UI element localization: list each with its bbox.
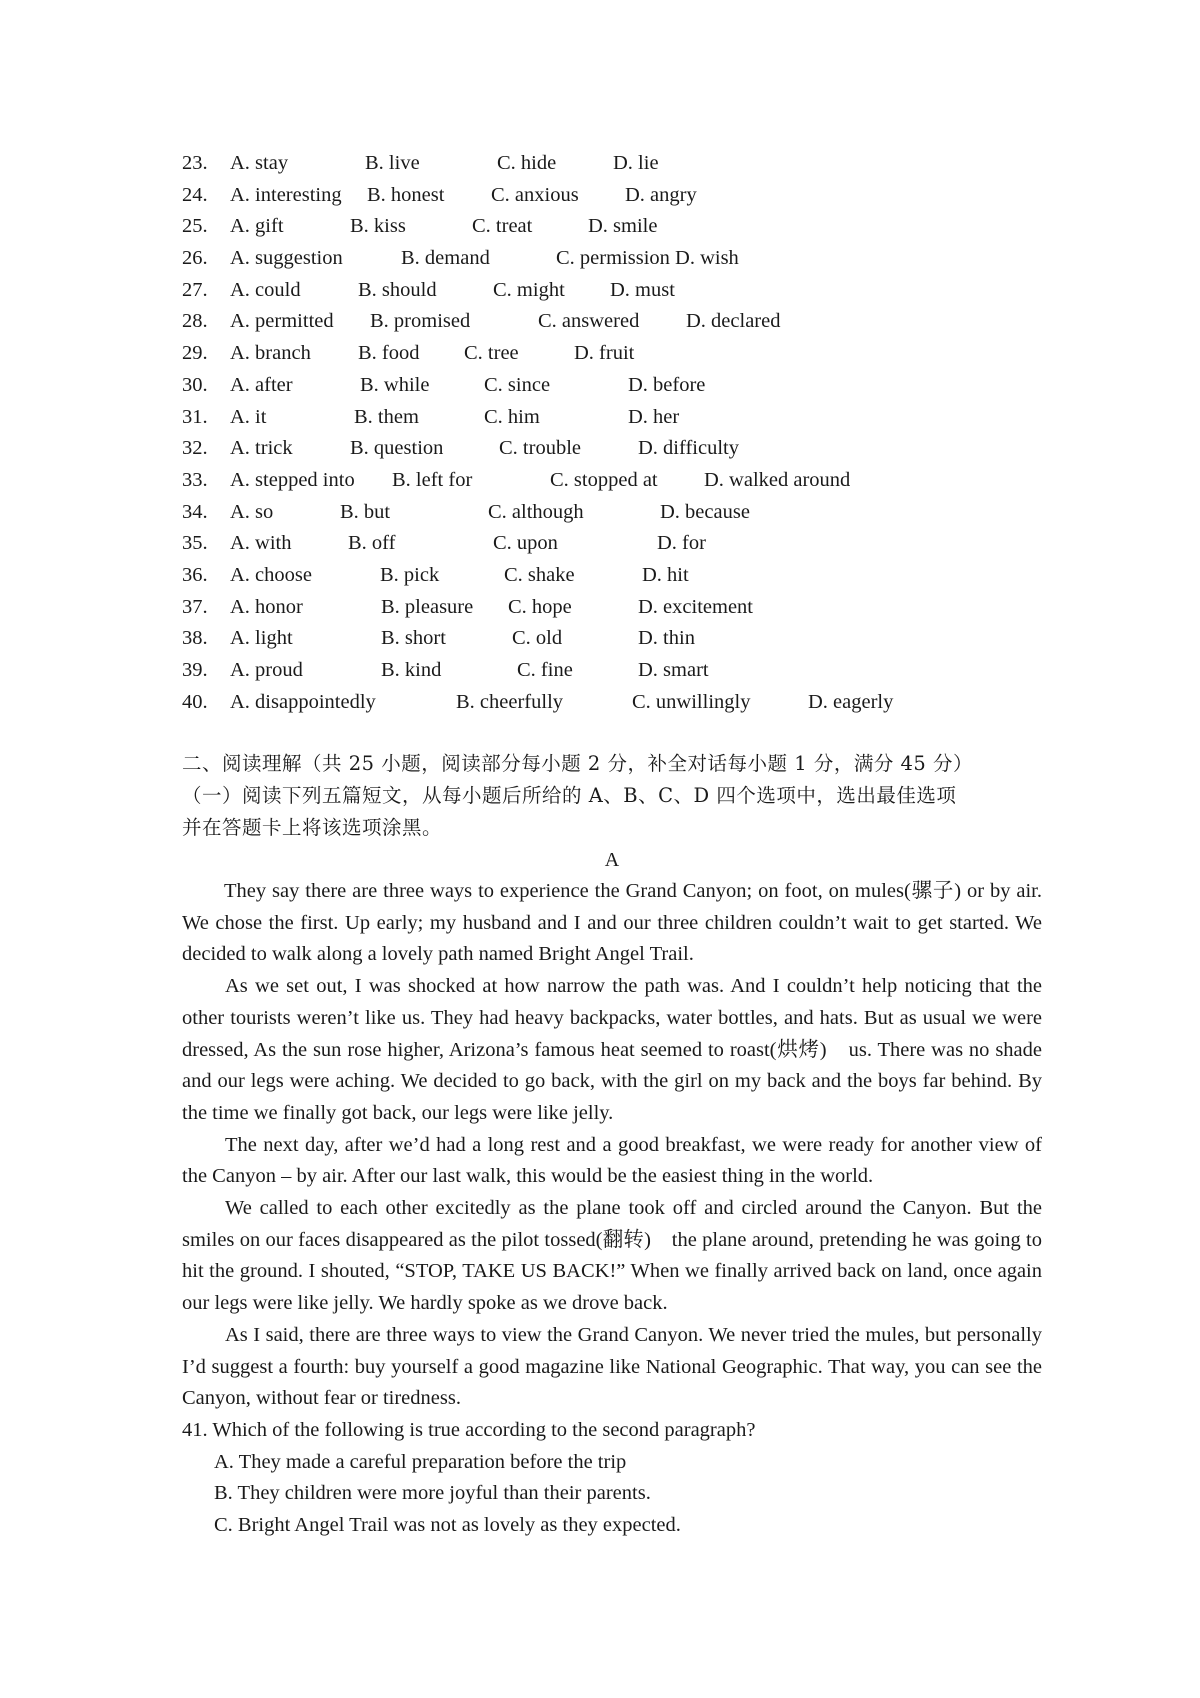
option-c: C. upon [493, 532, 558, 555]
question-row-30 [182, 370, 1082, 402]
question-number: 31. [182, 405, 208, 428]
option-d: D. difficulty [638, 437, 739, 460]
question-number: 35. [182, 532, 208, 555]
option-d: D. angry [625, 183, 697, 206]
option-a: A. light [230, 627, 293, 650]
question-number: 38. [182, 627, 208, 650]
option-a: A. could [230, 278, 301, 301]
question-row-38 [182, 623, 1082, 655]
option-c: C. fine [517, 659, 573, 681]
passage-paragraph-3: The next day, after we’d had a long rest and a good breakfast, we were ready for another view of the Canyon – by air. After our last walk, this would be the easiest thing in the world. [182, 1133, 1042, 1188]
question-number: 24. [182, 183, 208, 206]
question-row-37 [182, 592, 1082, 624]
option-c: C. might [493, 278, 565, 301]
option-d: D. before [628, 373, 706, 396]
option-a: A. it [230, 405, 267, 428]
question-row-34 [182, 497, 1082, 529]
question-row-27 [182, 275, 1082, 307]
answer-option-b: B. They children were more joyful than their parents. [214, 1482, 651, 1505]
option-a: A. interesting [230, 183, 342, 206]
option-d: D. walked around [704, 468, 851, 491]
option-d: D. excitement [638, 595, 753, 618]
question-number: 34. [182, 500, 208, 523]
option-b: B. should [358, 278, 437, 301]
question-row-31 [182, 402, 1082, 434]
option-a: A. after [230, 373, 293, 396]
section-instruction-line-2: 并在答题卡上将该选项涂黑。 [182, 816, 443, 839]
option-a: A. branch [230, 342, 311, 365]
option-a: A. gift [230, 215, 284, 238]
question-41: 41. Which of the following is true according to the second paragraph? [182, 1418, 756, 1441]
option-c: C. answered [538, 310, 640, 333]
option-b: B. promised [370, 310, 471, 333]
answer-option-a: A. They made a careful preparation before the trip [214, 1450, 627, 1473]
option-b: B. food [358, 342, 420, 365]
option-c: C. unwillingly [632, 690, 751, 713]
question-number: 40. [182, 690, 208, 713]
option-c: C. old [512, 627, 563, 650]
question-row-24 [182, 180, 1082, 212]
question-number: 23. [182, 152, 208, 174]
option-a: A. stay [230, 152, 289, 174]
option-d: D. smile [588, 215, 658, 238]
option-d: D. must [610, 278, 675, 301]
option-b: B. left for [392, 468, 473, 491]
question-number: 33. [182, 468, 208, 491]
option-d: D. because [660, 500, 750, 523]
option-b: B. cheerfully [456, 690, 564, 713]
option-d: D. thin [638, 627, 695, 650]
question-row-29 [182, 338, 1082, 370]
option-a: A. stepped into [230, 468, 355, 491]
passage-letter: A [604, 849, 620, 871]
option-d: D. lie [613, 152, 659, 174]
option-d: D. declared [686, 310, 781, 333]
option-b: B. question [350, 437, 444, 460]
section-instruction-line-1: （一）阅读下列五篇短文，从每小题后所给的 A、B、C、D 四个选项中，选出最佳选项 [182, 784, 957, 807]
option-a: A. suggestion [230, 247, 343, 270]
option-b: B. off [348, 532, 396, 555]
passage-paragraph-4: We called to each other excitedly as the plane took off and circled around the Canyon. But the smiles on our faces disappeared as the pilot tossed(翻转) the plane around, pretending he was going to hit the ground. I shouted, “STOP, TAKE US BACK!” When we finally arrived back on land, once again our legs were like jelly. We hardly spoke as we drove back. [182, 1197, 1042, 1315]
option-c: C. treat [472, 215, 533, 238]
question-number: 25. [182, 215, 208, 238]
option-b: B. demand [401, 247, 490, 270]
option-c: C. trouble [499, 437, 581, 460]
question-number: 29. [182, 342, 208, 365]
option-c: C. hide [497, 152, 557, 174]
passage-paragraph-1: They say there are three ways to experience the Grand Canyon; on foot, on mules(骡子) or by air. We chose the first. Up early; my husband and I and our three children couldn’t wait to get started. We decided to walk along a lovely path named Bright Angel Trail. [182, 880, 1042, 966]
option-b: B. honest [367, 183, 445, 206]
question-row-25 [182, 211, 1082, 243]
answer-option-c: C. Bright Angel Trail was not as lovely as they expected. [214, 1514, 681, 1537]
option-b: B. while [360, 373, 430, 396]
question-row-28 [182, 306, 1082, 338]
option-d: D. for [657, 532, 706, 555]
option-d: D. smart [638, 659, 709, 681]
option-d: D. hit [642, 563, 689, 586]
option-c: C. although [488, 500, 584, 523]
option-b: B. pleasure [381, 595, 474, 618]
reading-section [182, 748, 1042, 1542]
passage-paragraph-5: As I said, there are three ways to view the Grand Canyon. We never tried the mules, but personally I’d suggest a fourth: buy yourself a good magazine like National Geographic. That way, you can see the Canyon, without fear or tiredness. [182, 1323, 1042, 1410]
question-number: 30. [182, 373, 208, 396]
option-d: D. her [628, 405, 680, 428]
question-number: 28. [182, 310, 208, 333]
option-d: D. fruit [574, 342, 635, 365]
question-row-39 [182, 655, 1082, 687]
option-a: A. disappointedly [230, 690, 376, 713]
question-number: 37. [182, 595, 208, 618]
option-b: B. but [340, 500, 391, 523]
question-number: 39. [182, 659, 208, 681]
option-a: A. with [230, 532, 292, 555]
option-c: C. stopped at [550, 468, 658, 491]
option-c: C. tree [464, 342, 519, 365]
option-b: B. short [381, 627, 446, 650]
question-row-33 [182, 465, 1082, 497]
question-row-36 [182, 560, 1082, 592]
question-number: 36. [182, 563, 208, 586]
option-a: A. choose [230, 563, 312, 586]
option-c: C. permission D. wish [556, 247, 739, 270]
passage-paragraph-2: As we set out, I was shocked at how narrow the path was. And I couldn’t help noticing that the other tourists weren’t like us. They had heavy backpacks, water bottles, and hats. But as usual we were dressed, As the sun rose higher, Arizona’s famous heat seemed to roast(烘烤) us. There was no shade and our legs were aching. We decided to go back, with the girl on my back and the boys far behind. By the time we finally got back, our legs were like jelly. [182, 975, 1042, 1124]
cloze-options-list [182, 148, 1082, 718]
question-number: 27. [182, 278, 208, 301]
section-heading: 二、阅读理解（共 25 小题，阅读部分每小题 2 分，补全对话每小题 1 分，满分 45 分） [182, 752, 974, 775]
question-row-40 [182, 687, 1082, 719]
option-c: C. shake [504, 563, 575, 586]
question-row-35 [182, 528, 1082, 560]
question-row-26 [182, 243, 1082, 275]
option-b: B. kiss [350, 215, 406, 238]
question-row-32 [182, 433, 1082, 465]
option-b: B. kind [381, 659, 442, 681]
option-a: A. permitted [230, 310, 334, 333]
option-a: A. honor [230, 595, 303, 618]
question-row-23 [182, 148, 1082, 180]
option-c: C. since [484, 373, 551, 396]
option-c: C. hope [508, 595, 572, 618]
option-a: A. proud [230, 659, 303, 681]
option-b: B. pick [380, 563, 440, 586]
option-b: B. them [354, 405, 419, 428]
question-number: 32. [182, 437, 208, 460]
option-a: A. trick [230, 437, 293, 460]
option-b: B. live [365, 152, 420, 174]
option-c: C. him [484, 405, 540, 428]
question-number: 26. [182, 247, 208, 270]
option-d: D. eagerly [808, 690, 894, 713]
option-c: C. anxious [491, 183, 579, 206]
option-a: A. so [230, 500, 274, 523]
